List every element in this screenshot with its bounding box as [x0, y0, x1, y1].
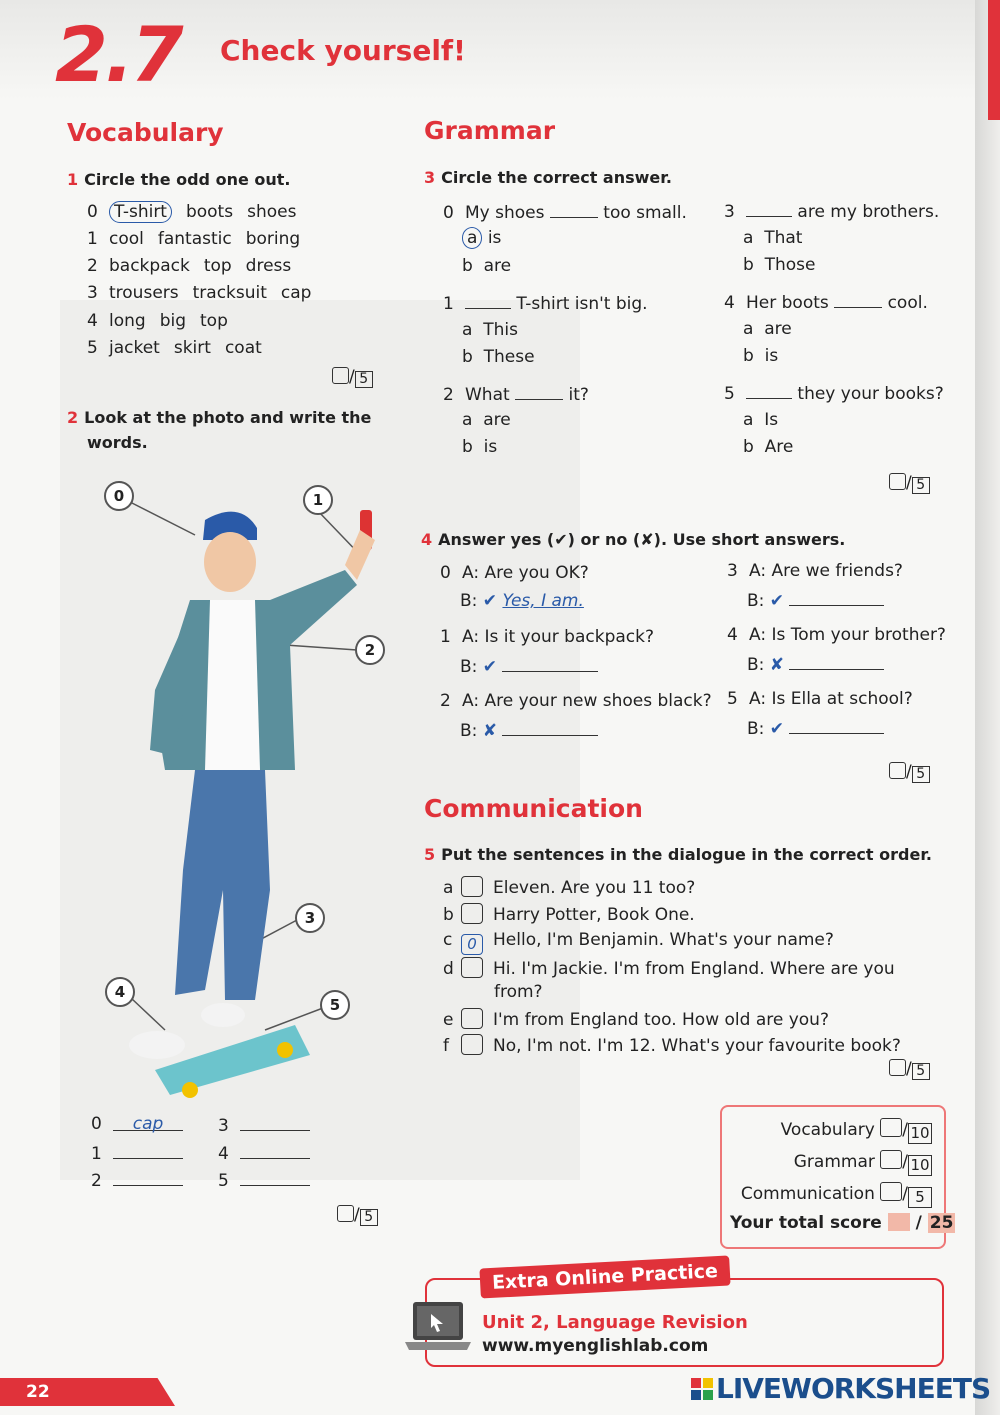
communication-heading: Communication	[424, 794, 643, 823]
ex4-score: / 5	[889, 762, 930, 783]
ex3-option[interactable]: b Are	[743, 437, 794, 457]
ex2-answer-field[interactable]	[113, 1169, 183, 1186]
ex1-row: 1 cool fantastic boring	[87, 229, 301, 249]
order-box[interactable]	[461, 1008, 483, 1029]
ex3-item: 0 My shoes too small.	[443, 203, 687, 223]
ex3-option[interactable]: b These	[462, 347, 535, 367]
ex4-answer-field[interactable]	[789, 717, 884, 734]
vocabulary-heading: Vocabulary	[67, 118, 224, 147]
ex1-row: 4 long big top	[87, 311, 228, 331]
callout-5: 5	[320, 990, 350, 1020]
ex2-answer: 4	[218, 1142, 310, 1164]
extra-practice-url[interactable]: www.myenglishlab.com	[482, 1336, 709, 1356]
extra-practice-unit: Unit 2, Language Revision	[482, 1312, 748, 1333]
ex4-answer-line: B: ✔	[747, 589, 884, 611]
unit-number: 2.7	[55, 10, 181, 99]
ex2-answer: 2	[91, 1169, 183, 1191]
summary-input[interactable]	[880, 1150, 902, 1169]
score-input[interactable]	[337, 1205, 354, 1222]
ex2-instruction: 2 Look at the photo and write the words.	[67, 408, 372, 452]
score-input[interactable]	[889, 762, 906, 779]
ex2-score: / 5	[337, 1205, 378, 1226]
callout-1: 1	[303, 485, 333, 515]
ex3-item: 5 they your books?	[724, 384, 944, 404]
order-box[interactable]	[461, 903, 483, 924]
extra-practice-heading: Extra Online Practice	[479, 1255, 730, 1298]
ex1-row: 2 backpack top dress	[87, 256, 292, 276]
ex4-question: 5 A: Is Ella at school?	[727, 689, 913, 709]
ex4-question: 4 A: Is Tom your brother?	[727, 625, 946, 645]
ex1-word[interactable]: skirt	[173, 338, 211, 358]
ex3-item: 2 What it?	[443, 385, 589, 405]
ex3-item: 3 are my brothers.	[724, 202, 940, 222]
page-edge	[975, 0, 1000, 1415]
ex3-score: / 5	[889, 473, 930, 494]
callout-4: 4	[105, 977, 135, 1007]
order-box[interactable]	[461, 876, 483, 897]
score-input[interactable]	[889, 1059, 906, 1076]
summary-row: Grammar / 10	[730, 1150, 932, 1176]
ex4-answer-line: B: ✔ Yes, I am.	[460, 591, 584, 611]
ex4-answer-field[interactable]	[789, 589, 884, 606]
ex2-answer: 5	[218, 1169, 310, 1191]
ex4-answer-field[interactable]: Yes, I am.	[502, 591, 584, 611]
order-box[interactable]	[461, 957, 483, 978]
ex3-instruction: 3 Circle the correct answer.	[424, 168, 672, 187]
ex4-question: 3 A: Are we friends?	[727, 561, 903, 581]
ex3-option[interactable]: b Those	[743, 255, 816, 275]
ex4-instruction: 4 Answer yes (✔) or no (✘). Use short answers.	[421, 530, 846, 549]
summary-input[interactable]	[880, 1118, 902, 1137]
ex4-answer-line: B: ✔	[460, 655, 598, 677]
ex3-item: 4 Her boots cool.	[724, 293, 928, 313]
ex1-word[interactable]: dress	[245, 256, 292, 276]
ex1-word[interactable]: jacket	[109, 338, 160, 358]
ex4-answer-line: B: ✘	[747, 653, 884, 675]
ex1-word[interactable]: T-shirt	[109, 201, 172, 223]
page-number: 22	[26, 1382, 50, 1402]
ex3-option[interactable]: a Is	[743, 410, 779, 430]
callout-3: 3	[295, 903, 325, 933]
ex4-question: 0 A: Are you OK?	[440, 563, 589, 583]
ex2-answer: 0 cap	[91, 1114, 183, 1134]
order-box[interactable]: 0	[461, 934, 483, 955]
ex2-answer: 1	[91, 1142, 183, 1164]
ex4-answer-field[interactable]	[789, 653, 884, 670]
ex5-instruction: 5 Put the sentences in the dialogue in the correct order.	[424, 845, 932, 864]
ex5-item: a Eleven. Are you 11 too?	[443, 878, 696, 898]
ex4-answer-field[interactable]	[502, 719, 598, 736]
callout-2: 2	[355, 635, 385, 665]
ex1-word[interactable]: backpack	[109, 256, 190, 276]
ex3-item: 1 T-shirt isn't big.	[443, 294, 648, 314]
ex3-option[interactable]: b are	[462, 256, 512, 276]
ex4-question: 1 A: Is it your backpack?	[440, 627, 654, 647]
ex2-answer-field[interactable]	[240, 1169, 310, 1186]
total-input[interactable]	[888, 1213, 910, 1231]
ex5-item-cont: from?	[494, 982, 543, 1002]
ex5-item: e I'm from England too. How old are you?	[443, 1010, 829, 1030]
ex5-item: b Harry Potter, Book One.	[443, 905, 695, 925]
ex3-option[interactable]: a are	[462, 410, 511, 430]
ex2-answer-field[interactable]	[240, 1114, 310, 1131]
ex1-score: / 5	[332, 367, 373, 388]
summary-row: Vocabulary / 10	[730, 1118, 932, 1144]
ex1-word[interactable]: top	[203, 256, 232, 276]
ex1-word[interactable]: boots	[185, 202, 234, 222]
ex3-option[interactable]: a That	[743, 228, 803, 248]
page-title: Check yourself!	[220, 34, 466, 67]
ex5-item: c 0 Hello, I'm Benjamin. What's your name?	[443, 930, 834, 953]
callout-0: 0	[104, 481, 134, 511]
ex4-question: 2 A: Are your new shoes black?	[440, 691, 712, 711]
summary-row: Communication / 5	[730, 1182, 932, 1208]
ex1-row: 0 T-shirt boots shoes	[87, 202, 297, 222]
liveworksheets-brand[interactable]: LIVEWORKSHEETS	[716, 1372, 991, 1405]
ex3-option[interactable]: a are	[743, 319, 792, 339]
ex1-word[interactable]: big	[159, 311, 187, 331]
ex1-word[interactable]: top	[200, 311, 228, 331]
ex4-answer-line: B: ✔	[747, 717, 884, 739]
ex1-word[interactable]: shoes	[247, 202, 297, 222]
ex2-answer-field[interactable]: cap	[113, 1114, 183, 1131]
ex1-word[interactable]: tracksuit	[192, 283, 267, 303]
ex1-row: 5 jacket skirt coat	[87, 338, 262, 358]
order-box[interactable]	[461, 1034, 483, 1055]
ex3-option[interactable]: a This	[462, 320, 518, 340]
ex3-option[interactable]: b is	[743, 346, 779, 366]
ex1-word[interactable]: long	[109, 311, 146, 331]
ex4-answer-line: B: ✘	[460, 719, 598, 741]
ex3-option[interactable]: b is	[462, 437, 498, 457]
summary-input[interactable]	[880, 1182, 902, 1201]
ex2-answer-field[interactable]	[113, 1142, 183, 1159]
ex1-word[interactable]: coat	[224, 338, 262, 358]
grammar-heading: Grammar	[424, 116, 556, 145]
score-input[interactable]	[332, 367, 349, 384]
ex3-option[interactable]: a is	[462, 228, 501, 248]
ex5-item: d Hi. I'm Jackie. I'm from England. Where are you	[443, 959, 895, 979]
ex1-word[interactable]: boring	[245, 229, 301, 249]
ex1-instruction: 1 Circle the odd one out.	[67, 170, 291, 189]
ex1-word[interactable]: fantastic	[157, 229, 232, 249]
ex5-item: f No, I'm not. I'm 12. What's your favourite book?	[443, 1036, 901, 1056]
score-input[interactable]	[889, 473, 906, 490]
summary-total-row: Your total score / 25	[730, 1213, 954, 1233]
ex1-word[interactable]: cool	[109, 229, 144, 249]
ex5-score: / 5	[889, 1059, 930, 1080]
ex4-answer-field[interactable]	[502, 655, 598, 672]
ex1-word[interactable]: cap	[280, 283, 312, 303]
laptop-icon	[403, 1300, 473, 1355]
ex2-answer-field[interactable]	[240, 1142, 310, 1159]
liveworksheets-logo-icon	[691, 1378, 713, 1400]
ex2-answer: 3	[218, 1114, 310, 1136]
ex1-word[interactable]: trousers	[109, 283, 179, 303]
ex1-row: 3 trousers tracksuit cap	[87, 283, 312, 303]
page-edge-tab	[988, 0, 1000, 120]
